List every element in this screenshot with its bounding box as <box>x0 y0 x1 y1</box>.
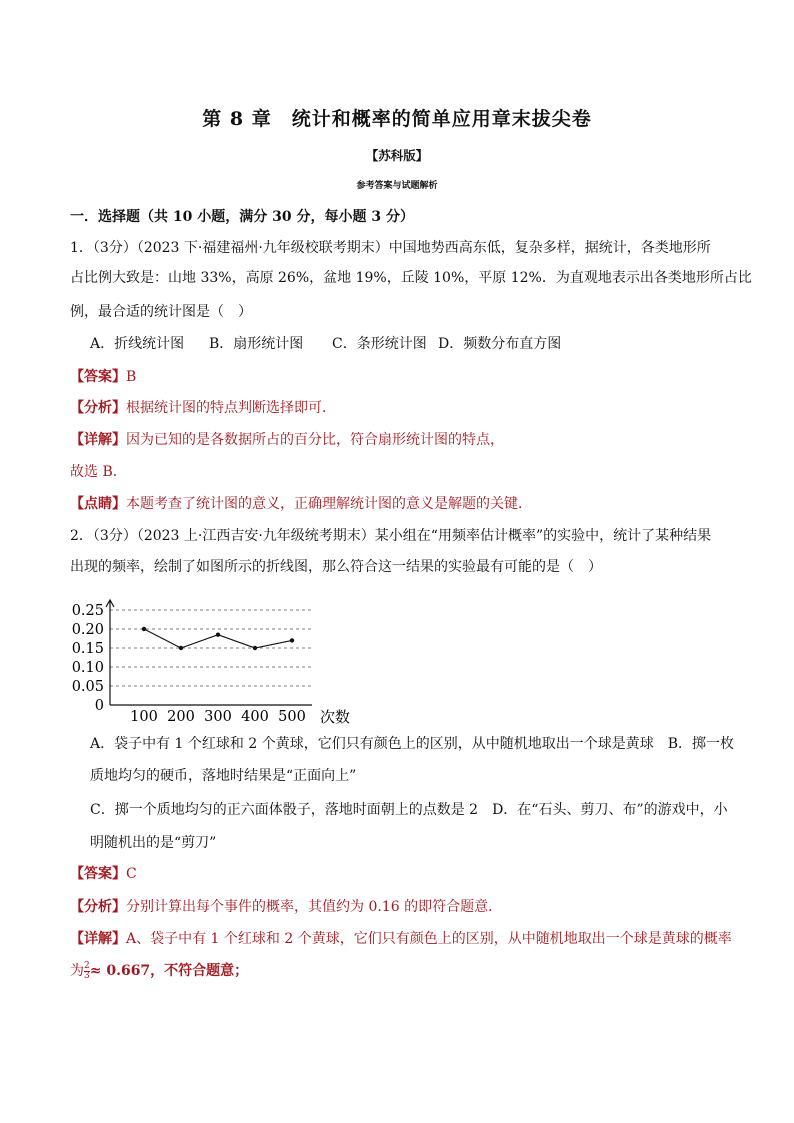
edition-label: 【苏科版】 <box>365 148 429 163</box>
frequency-line-chart <box>62 590 362 730</box>
page-subtitle: 参考答案与试题解析 <box>356 181 438 191</box>
y-tick-label: 0 <box>94 698 104 714</box>
y-tick-label: 0.10 <box>71 660 104 676</box>
detail-text: 因为已知的是各数据所占的百分比，符合扇形统计图的特点， <box>126 432 504 448</box>
y-tick-label: 0.25 <box>71 603 104 619</box>
detail-tag: 【详解】 <box>70 931 126 947</box>
analysis-tag: 【分析】 <box>70 899 126 915</box>
q2-option-c-line2: 明随机出的是“剪刀” <box>90 835 217 851</box>
data-point <box>142 627 146 631</box>
q2-stem-line1: 2．（3分）（2023 上·江西吉安·九年级统考期末）某小组在“用频率估计概率”的实验中，统计了某种结果 <box>70 528 712 544</box>
detail2-prefix: 为 <box>70 963 84 979</box>
analysis-text: 根据统计图的特点判断选择即可． <box>126 400 336 416</box>
q1-detail-line2: 故选 B． <box>70 464 127 480</box>
x-tick-label: 400 <box>241 709 269 725</box>
chart-axes <box>106 600 312 705</box>
q1-option-a: A．折线统计图 <box>90 336 185 352</box>
data-point <box>179 646 183 650</box>
q2-analysis <box>70 897 502 917</box>
detail-tag: 【详解】 <box>70 432 126 448</box>
data-point <box>216 633 220 637</box>
q1-answer <box>70 367 136 387</box>
fraction-numerator: 2 <box>84 960 90 971</box>
q2-detail <box>70 929 732 949</box>
q1-option-b: B．扇形统计图 <box>209 336 304 352</box>
q1-option-c: C．条形统计图 <box>332 336 427 352</box>
series-line <box>144 629 292 648</box>
section-heading: 一．选择题（共 10 小题，满分 30 分，每小题 3 分） <box>70 209 414 225</box>
analysis-text: 分别计算出每个事件的概率，其值约为 0.16 的即符合题意． <box>126 899 503 915</box>
point-text: 本题考查了统计图的意义，正确理解统计图的意义是解题的关键． <box>126 496 532 512</box>
y-tick-label: 0.20 <box>71 622 104 638</box>
q2-answer <box>70 864 137 884</box>
point-tag: 【点睛】 <box>70 496 126 512</box>
q2-option-c-line1: C．掷一个质地均匀的正六面体骰子，落地时面朝上的点数是 2 D．在“石头、剪刀、布”的游戏中，小 <box>90 802 728 818</box>
q1-point <box>70 494 532 514</box>
x-tick-label: 200 <box>167 709 195 725</box>
page-title: 第 8 章 统计和概率的简单应用章末拔尖卷 <box>202 108 592 130</box>
x-tick-label: 500 <box>278 709 306 725</box>
fraction-denominator: 3 <box>84 970 90 981</box>
answer-value: C <box>126 866 137 882</box>
data-point <box>290 638 294 642</box>
answer-value: B <box>126 369 137 385</box>
q1-stem-line1: 1．（3分）（2023 下·福建福州·九年级校联考期末）中国地势西高东低，复杂多样，据统计，各类地形所 <box>70 240 711 256</box>
detail2-suffix: ≈ 0.667，不符合题意； <box>89 963 249 979</box>
q1-stem-line3: 例，最合适的统计图是（ ） <box>70 304 252 320</box>
x-axis-label: 次数 <box>320 708 351 726</box>
chart-gridlines <box>110 610 312 686</box>
y-tick-label: 0.05 <box>71 679 104 695</box>
detail-text: A、袋子中有 1 个红球和 2 个黄球，它们只有颜色上的区别，从中随机地取出一个球是黄球的概率 <box>126 931 732 947</box>
q2-option-a-line1: A．袋子中有 1 个红球和 2 个黄球，它们只有颜色上的区别，从中随机地取出一个球是黄球 B．掷一枚 <box>90 736 735 752</box>
x-tick-label: 300 <box>204 709 232 725</box>
y-tick-label: 0.15 <box>71 641 104 657</box>
analysis-tag: 【分析】 <box>70 400 126 416</box>
answer-tag: 【答案】 <box>70 369 126 385</box>
chart-y-ticks <box>72 603 104 714</box>
answer-tag: 【答案】 <box>70 866 126 882</box>
chart-x-ticks <box>130 709 306 725</box>
data-point <box>253 646 257 650</box>
chart-series <box>142 627 294 650</box>
q2-detail-line2 <box>70 961 248 981</box>
q2-stem-line2: 出现的频率，绘制了如图所示的折线图，那么符合这一结果的实验最有可能的是（ ） <box>70 559 602 575</box>
q2-option-a-line2: 质地均匀的硬币，落地时结果是“正面向上” <box>90 768 357 784</box>
q1-detail <box>70 430 504 450</box>
x-tick-label: 100 <box>130 709 158 725</box>
q1-option-d: D．频数分布直方图 <box>438 336 562 352</box>
q1-stem-line2: 占比例大致是：山地 33%，高原 26%，盆地 19%，丘陵 10%，平原 12%．为直观地表示出各类地形所占比 <box>70 270 752 286</box>
q1-analysis <box>70 398 336 418</box>
